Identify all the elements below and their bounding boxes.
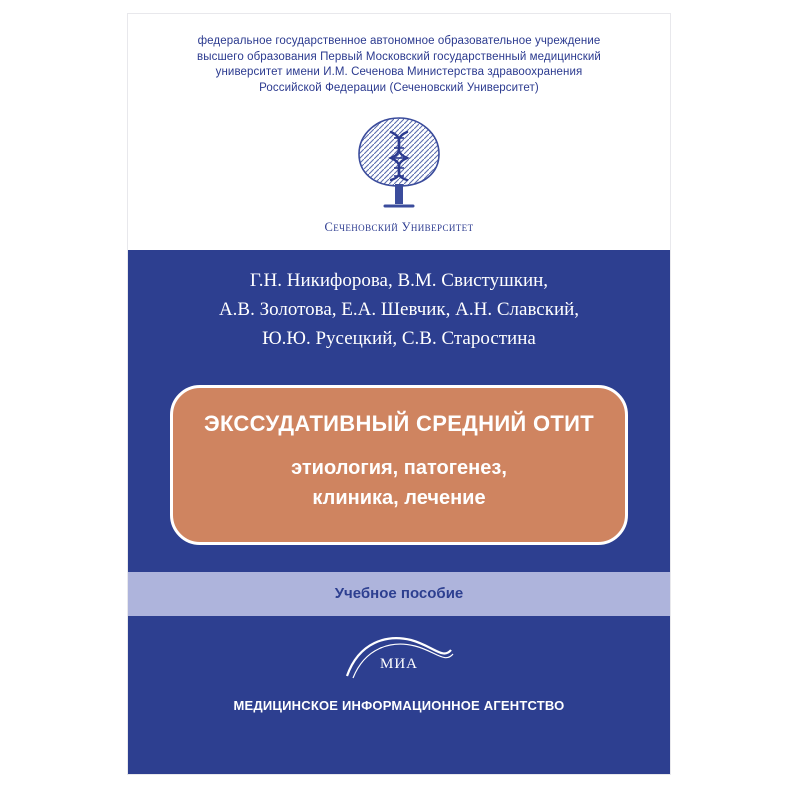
- title-subtitle-line-1: этиология, патогенез,: [291, 457, 507, 479]
- institution-line-4: Российской Федерации (Сеченовский Университет): [259, 81, 539, 94]
- tree-dna-emblem-icon: [339, 114, 459, 210]
- publisher-name: МЕДИЦИНСКОЕ ИНФОРМАЦИОННОЕ АГЕНТСТВО: [233, 698, 565, 713]
- mia-publisher-logo-icon: [339, 632, 459, 688]
- institution-line-3: университет имени И.М. Сеченова Министерства здравоохранения: [215, 66, 583, 78]
- emblem-caption: Сеченовский Университет: [324, 220, 474, 234]
- svg-text:МИА: МИА: [379, 656, 419, 672]
- authors-block: [128, 266, 670, 353]
- cover-blue-body: [128, 250, 670, 774]
- institution-line-2: высшего образования Первый Московский государственный медицинский: [197, 50, 601, 63]
- authors-line-2: А.В. Золотова, Е.А. Шевчик, А.Н. Славский,: [218, 299, 580, 320]
- institution-block: [128, 34, 670, 96]
- book-cover: [128, 14, 670, 774]
- authors-line-3: Ю.Ю. Русецкий, С.В. Старостина: [262, 328, 536, 349]
- series-band: [128, 572, 670, 616]
- cover-header-band: [128, 14, 670, 250]
- institution-line-1: федеральное государственное автономное образовательное учреждение: [197, 35, 601, 47]
- series-label: Учебное пособие: [334, 585, 464, 602]
- title-subtitle: [173, 453, 625, 513]
- page-title: ЭКССУДАТИВНЫЙ СРЕДНИЙ ОТИТ: [204, 411, 594, 436]
- title-subtitle-line-2: клиника, лечение: [312, 487, 486, 509]
- authors-line-1: Г.Н. Никифорова, В.М. Свистушкин,: [249, 270, 549, 291]
- title-plate: [170, 385, 628, 545]
